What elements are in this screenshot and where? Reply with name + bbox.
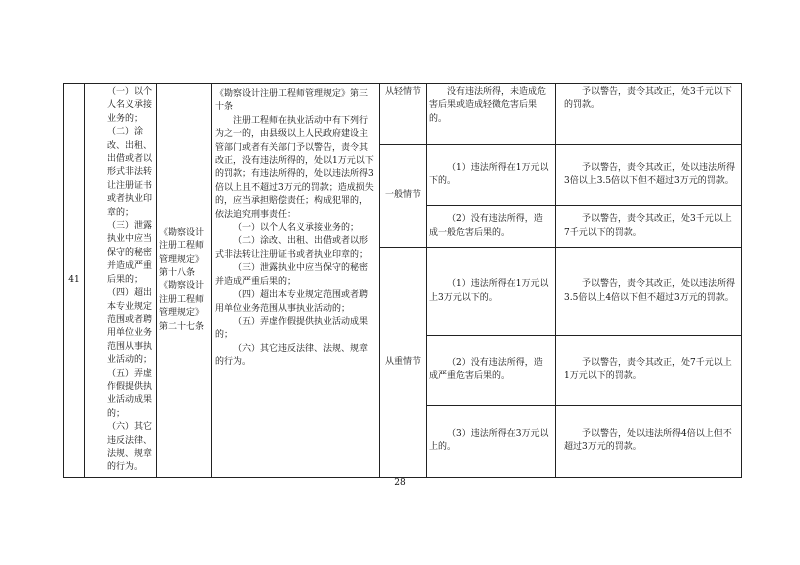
circumstance-item: （六）其它违反法律、法规、规章的行为。: [107, 422, 153, 473]
legal-basis: 《勘察设计注册工程师管理规定》第十八条《勘察设计注册工程师管理规定》第二十七条: [157, 84, 212, 478]
provision-item: （一）以个人名义承接业务的；: [233, 223, 360, 234]
circumstance-item: （四）超出本专业规定范围或者聘用单位业务范围从事执业活动的；: [107, 288, 153, 366]
page-number: 28: [394, 478, 406, 488]
penalty-cell: 予以警告，责令其改正，处以违法所得3.5倍以上4倍以下但不超过3万元的罚款。: [556, 248, 742, 335]
circumstance-item: （三）泄露执业中应当保守的秘密并造成严重后果的；: [107, 221, 153, 285]
provision-item: （五）弄虚作假提供执业活动成果的；: [215, 316, 369, 341]
condition-cell: （1）违法所得在1万元以上3万元以下的。: [427, 248, 556, 335]
penalty-cell: 予以警告，责令其改正，处3千元以下的罚款。: [556, 84, 742, 145]
provision-item: （四）超出本专业规定范围或者聘用单位业务范围从事执业活动的；: [215, 290, 369, 314]
penalty-table: [63, 83, 742, 478]
circumstance-item: （二）涂改、出租、出借或者以形式非法转让注册证书或者执业印章的；: [107, 127, 153, 218]
circumstance-item: （五）弄虚作假提供执业活动成果的；: [107, 368, 153, 419]
provision-item: （二）涂改、出租、出借或者以形式非法转让注册证书或者执业印章的；: [215, 236, 369, 260]
level-general: 一般情节: [380, 145, 427, 248]
penalty-cell: 予以警告，责令其改正，处以违法所得3倍以上3.5倍以下但不超过3万元的罚款。: [556, 145, 742, 206]
row-number: 41: [64, 84, 85, 478]
provision-body: 注册工程师在执业活动中有下列行为之一的，由县级以上人民政府建设主管部门或者有关部门予以警告，责令其改正，没有违法所得的，处以1万元以下的罚款；有违法所得的，处以违法所得3倍以上且不超过3万元的罚款；造成损失的，应当承担赔偿责任；构成犯罪的，依法追究刑事责任：: [215, 115, 374, 220]
condition-cell: （2）没有违法所得，造成严重危害后果的。: [427, 335, 556, 405]
provision-item: （六）其它违反法律、法规、规章的行为。: [215, 343, 369, 368]
condition-cell: （1）违法所得在1万元以下的。: [427, 145, 556, 206]
condition-cell: 没有违法所得，未造成危害后果或造成轻微危害后果的。: [427, 84, 556, 145]
condition-cell: （3）违法所得在3万元以上的。: [427, 405, 556, 477]
condition-cell: （2）没有违法所得，造成一般危害后果的。: [427, 206, 556, 248]
penalty-provision: [212, 84, 380, 478]
level-heavy: 从重情节: [380, 248, 427, 477]
penalty-cell: 予以警告，处以违法所得4倍以上但不超过3万元的罚款。: [556, 405, 742, 477]
penalty-cell: 予以警告，责令其改正，处3千元以上7千元以下的罚款。: [556, 206, 742, 248]
violation-circumstances: [85, 84, 157, 478]
penalty-cell: 予以警告，责令其改正，处7千元以上1万元以下的罚款。: [556, 335, 742, 405]
level-light: 从轻情节: [380, 84, 427, 145]
provision-title: 《勘察设计注册工程师管理规定》第三十条: [215, 89, 369, 113]
circumstance-item: （一）以个人名义承接业务的；: [107, 87, 153, 124]
provision-item: （三）泄露执业中应当保守的秘密并造成严重后果的；: [215, 263, 369, 287]
